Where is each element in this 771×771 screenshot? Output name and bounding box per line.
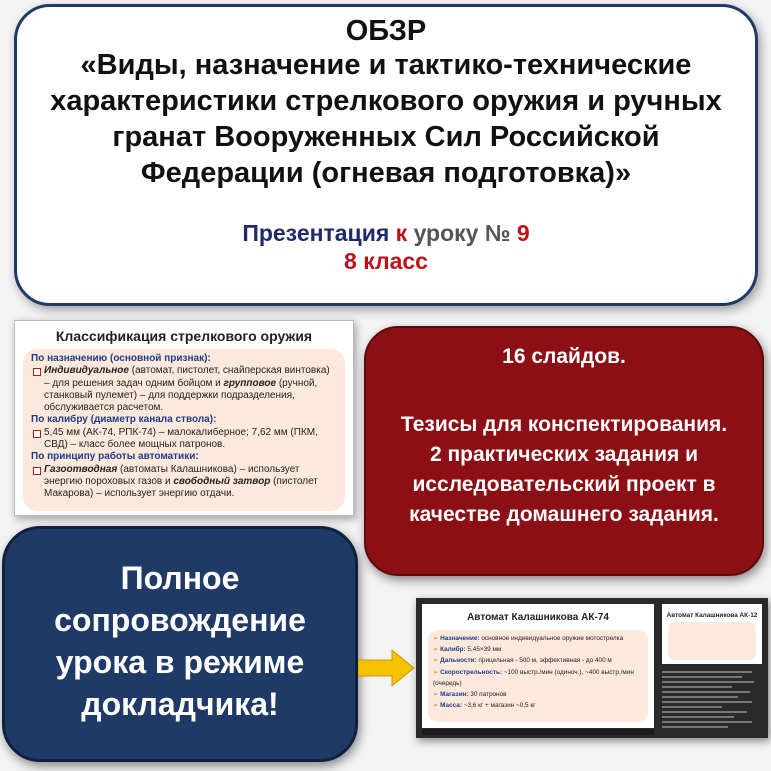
arrow-right-icon xyxy=(358,648,416,688)
current-slide-title: Автомат Калашникова АК-74 xyxy=(467,612,609,623)
next-slide-preview xyxy=(662,604,762,664)
features-list: Тезисы для конспектирования. 2 практических задания и исследовательский проект в качестве домашнего задания. xyxy=(400,413,728,526)
presenter-mode-panel: Полное сопровождение урока в режиме докладчика! xyxy=(2,526,358,762)
current-slide xyxy=(422,604,654,728)
section-caliber: По калибру (диаметр канала ствола): xyxy=(31,414,217,426)
slide-content-box xyxy=(23,349,345,511)
features-panel xyxy=(364,326,764,576)
subject-label: ОБЗР xyxy=(345,15,427,47)
lesson-title: «Виды, назначение и тактико-технические характеристики стрелкового оружия и ручных гранат Вооруженных Сил Российской Федерации (огневая подготовка)» xyxy=(50,49,722,189)
title-panel xyxy=(14,4,758,306)
grade-label: 8 класс xyxy=(344,248,428,274)
slides-count: 16 слайдов. xyxy=(502,345,626,368)
section-automation: По принципу работы автоматики: xyxy=(31,451,199,463)
current-slide-content: ➢ Назначение: основное индивидуальное оружие мотострелка ➢ Калибр: 5,45×39 мм ➢ Дальности: прицельная - 500 м, эффективная - до 400 м ➢ Скорострельность: ~100 выстр./мин (одиноч.), ~400 выстр./мин (очередь) ➢ Магазин: 30 патронов ➢ Масса: ~3,6 кг + магазин ~0,5 кг xyxy=(428,630,648,722)
presenter-view-screenshot xyxy=(416,598,768,738)
bullet-automation: Газоотводная (автоматы Калашникова) – использует энергию пороховых газов и свободный затвор (пистолет Макарова) – использует энергию отдачи. xyxy=(31,464,337,501)
speaker-notes xyxy=(662,668,762,730)
presentation-line: Презентация к уроку № 9 xyxy=(242,220,530,246)
slide-heading: Классификация стрелкового оружия xyxy=(55,328,313,344)
next-slide-title: Автомат Калашникова АК-12 xyxy=(666,612,758,619)
presenter-controls-bar xyxy=(422,729,654,735)
bullet-caliber: 5,45 мм (АК-74, РПК-74) – малокалиберное; 7,62 мм (ПКМ, СВД) – класс более мощных патронов. xyxy=(31,427,337,452)
bullet-purpose: Индивидуальное (автомат, пистолет, снайперская винтовка) – для решения задач одним бойцом и групповое (ручной, станковый пулемет) – для поддержки подразделения, обслуживается расчетом. xyxy=(31,365,337,414)
slide-preview-classification xyxy=(14,320,354,516)
section-purpose: По назначению (основной признак): xyxy=(31,353,211,364)
